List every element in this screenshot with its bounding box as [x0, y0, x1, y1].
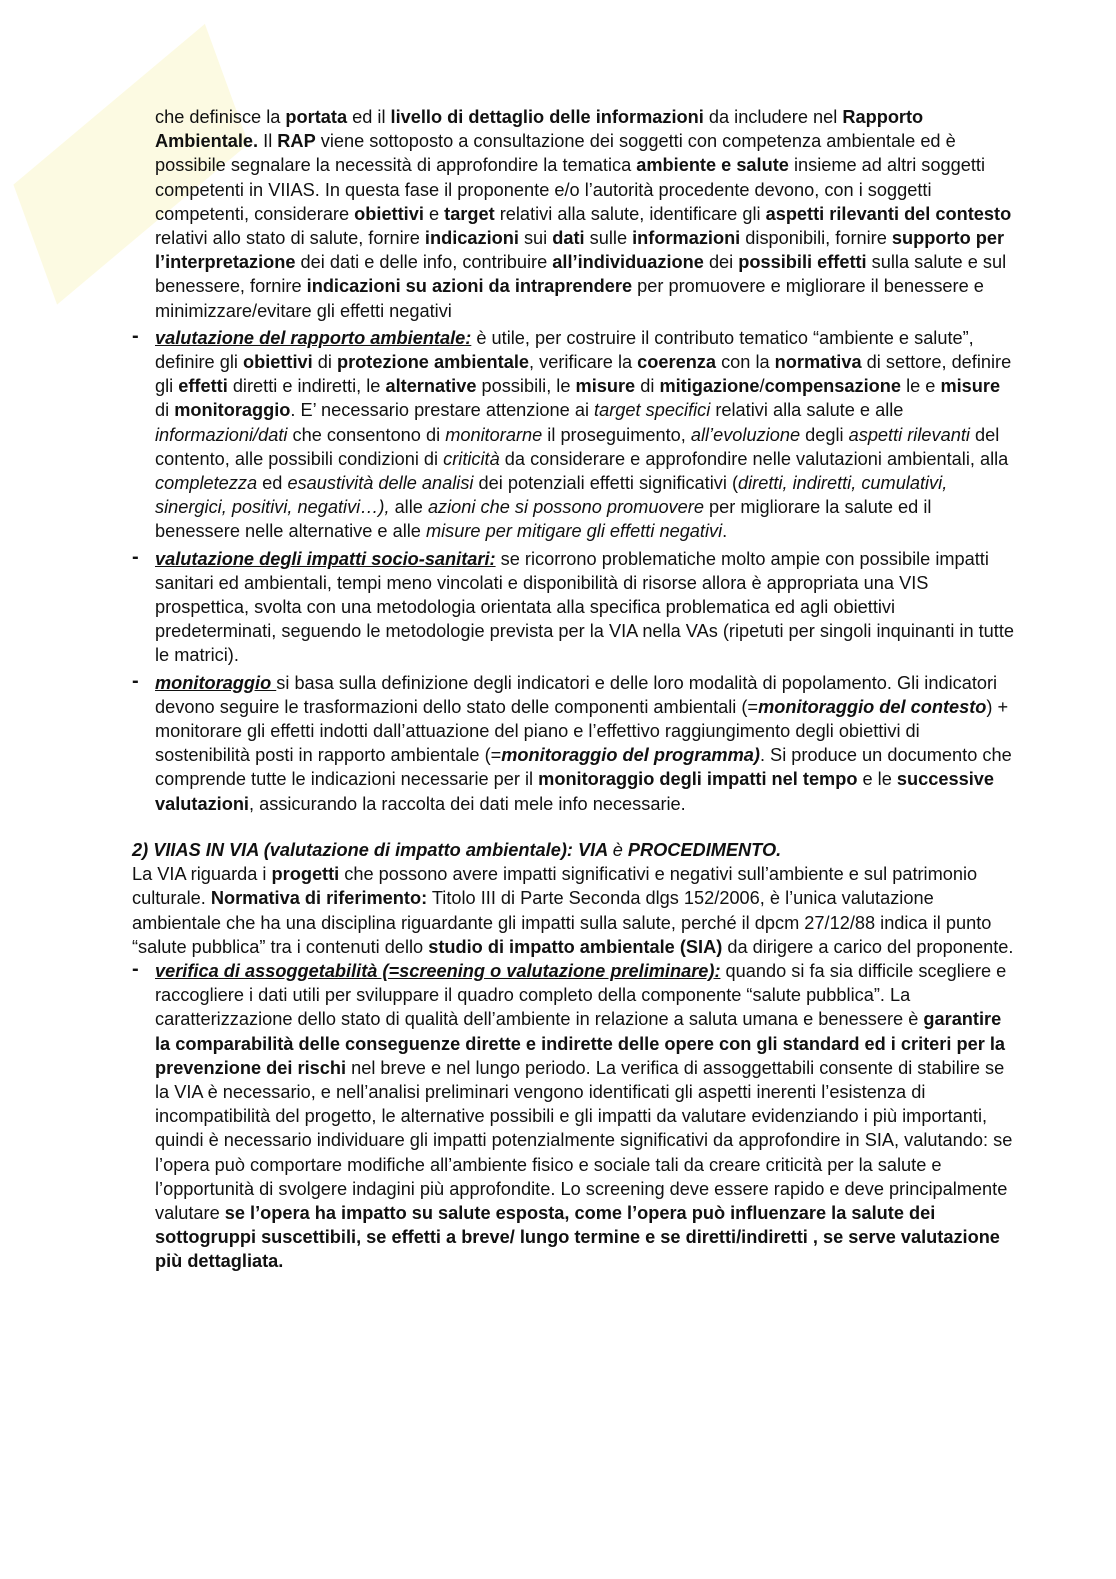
text-run: relativi alla salute, identificare gli [494, 203, 766, 224]
text-run: nel breve e nel lungo periodo. La verifica di assoggettabili consente di stabilire se la VIA è necessario, e nell’analisi preliminari vengono identificati gli aspetti inerenti l’esistenza di incompatibilità del progetto, le alternative possibili e gli impatti da valutare evidenziando i più importanti, quindi è necessario individuare gli impatti potenzialmente significativi da approfondire in SIA, valutando: se l’opera può comportare modifiche all’ambiente fisico e sociale tali da creare criticità per la salute e l’opportunità di svolgere indagini più approfondite. Lo screening deve essere rapido e deve principalmente valutare [155, 1057, 1013, 1223]
text-run: possibili, le [476, 376, 576, 397]
text-run: target specifici [594, 400, 711, 421]
text-run: azioni che si possono promuovere [427, 497, 704, 518]
text-run: se l’opera ha impatto su salute esposta, come l’opera può influenzare la salute dei sottogruppi suscettibili, se effetti a breve/ lungo termine e se diretti/indiretti , se serve valutazione più dettagliata. [155, 1202, 1000, 1272]
text-run: Normativa di riferimento: [210, 888, 428, 909]
text-run: si basa sulla definizione degli indicatori e delle loro modalità di popolamento. Gli indicatori devono seguire le trasformazioni dello stato delle componenti ambientali (= [155, 672, 998, 717]
text-run: possibili effetti [738, 252, 867, 273]
bullet-item [0, 671, 1116, 816]
text-run: monitoraggio [155, 672, 277, 693]
text-run: da includere nel [703, 107, 843, 127]
text-run: che consentono di [287, 424, 446, 445]
text-run: disponibili, fornire [740, 228, 892, 249]
text-run: . Si produce un documento che comprende tutte le indicazioni necessarie per il [155, 745, 1012, 790]
text-run: da dirigere a carico del proponente. [722, 936, 1014, 957]
text-run: che possono avere impatti significativi e negativi sull’ambiente e sul patrimonio culturale. [132, 864, 978, 909]
text-run: del contento, alle possibili condizioni di [155, 424, 1000, 469]
text-run: da considerare e approfondire nelle valutazioni ambientali, alla [499, 448, 1009, 469]
text-run: Titolo III di Parte Seconda dlgs 152/2006, è l’unica valutazione ambientale che ha una disciplina riguardante gli impatti sulla salute, perché il dpcm 27/12/88 indica il punto “salute pubblica” tra i contenuti dello [132, 888, 992, 957]
paragraph [0, 105, 1116, 323]
text-run: quando si fa sia difficile scegliere e raccogliere i dati utili per sviluppare il quadro completo della componente “salute pubblica”. La caratterizzazione dello stato di qualità dell’ambiente in relazione a saluta umana e benessere è [155, 960, 1007, 1030]
text-run: dati [552, 228, 585, 249]
text-run: compensazione [764, 376, 902, 397]
text-run: monitoraggio [174, 400, 291, 421]
text-run: alle [389, 497, 428, 518]
text-run: Rapporto Ambientale. [155, 107, 924, 152]
text-run: le e [901, 376, 941, 397]
text-run: e [423, 203, 445, 224]
text-run: dei [703, 252, 739, 273]
text-run: sulla salute e sul benessere, fornire [155, 252, 1007, 297]
text-run: ed il [347, 107, 391, 127]
text-run: dei dati e delle info, contribuire [295, 252, 553, 273]
text-run: di [635, 376, 660, 397]
text-run: esaustività delle analisi [287, 473, 474, 494]
text-run: dei potenziali effetti significativi ( [473, 473, 739, 494]
text-run: misure [940, 376, 1001, 397]
text-run: insieme ad altri soggetti competenti in VIIAS. In questa fase il proponente e/o l’autorità procedente devono, con i soggetti competenti, considerare [155, 155, 986, 224]
text-run: per migliorare la salute ed il benessere nelle alternative e alle [155, 497, 932, 542]
text-run: verifica di assoggetabilità (=screening o valutazione preliminare): [155, 960, 721, 981]
text-run: viene sottoposto a consultazione dei soggetti con competenza ambientale ed è possibile segnalare la necessità di approfondire la tematica [155, 131, 956, 176]
text-run: portata [285, 107, 348, 127]
bullet-item [0, 959, 1116, 1274]
bullet-item [0, 326, 1116, 544]
text-run: relativi allo stato di salute, fornire [155, 228, 425, 249]
text-run: con la [716, 352, 775, 373]
text-run: successive valutazioni [155, 769, 994, 814]
text-run: all’individuazione [552, 252, 704, 273]
text-run: valutazione degli impatti socio-sanitari: [155, 548, 496, 569]
document-body [0, 105, 1116, 1274]
text-run: monitorarne [445, 424, 543, 445]
text-run: valutazione del rapporto ambientale: [155, 327, 472, 348]
text-run: monitoraggio del contesto [758, 696, 987, 717]
text-run: di [155, 400, 175, 421]
text-run: completezza [155, 473, 258, 494]
text-run: target [444, 203, 495, 224]
text-run: sulle [584, 228, 633, 249]
text-run: e le [857, 769, 897, 790]
text-run: aspetti rilevanti del contesto [765, 203, 1012, 224]
text-run: studio di impatto ambientale (SIA) [428, 936, 723, 957]
text-run: è [612, 839, 623, 860]
text-run: monitoraggio del programma) [501, 745, 760, 766]
text-run: all’evoluzione [690, 424, 801, 445]
text-run: di settore, definire gli [155, 352, 1012, 397]
text-run: protezione ambientale [336, 352, 529, 373]
text-run: mitigazione [659, 376, 760, 397]
text-run: sui [518, 228, 553, 249]
text-run: livello di dettaglio delle informazioni [390, 107, 704, 127]
text-run: diretti e indiretti, le [227, 376, 386, 397]
text-run: alternative [385, 376, 477, 397]
text-run: diretti, indiretti, cumulativi, sinergici, positivi, negativi…), [155, 473, 948, 518]
text-run: misure per mitigare gli effetti negativi [425, 521, 723, 542]
text-run: effetti [178, 376, 228, 397]
text-run: criticità [443, 448, 500, 469]
text-run: aspetti rilevanti [848, 424, 970, 445]
bullet-dash: - [132, 324, 139, 347]
text-run: progetti [271, 864, 340, 885]
text-run: . [722, 521, 728, 542]
bullet-item [0, 547, 1116, 668]
text-run: degli [800, 424, 849, 445]
bullet-dash: - [132, 669, 139, 692]
text-run: è utile, per costruire il contributo tematico “ambiente e salute”, definire gli [155, 327, 974, 373]
text-run: , assicurando la raccolta dei dati mele info necessarie. [248, 793, 686, 814]
text-run: / [759, 376, 765, 397]
text-run: ambiente e salute [636, 155, 789, 176]
paragraph [0, 862, 1116, 959]
text-run: RAP [277, 131, 316, 152]
text-run: informazioni [632, 228, 741, 249]
text-run: 2) VIIAS IN VIA (valutazione di impatto ambientale): VIA [132, 839, 613, 860]
text-run: La VIA riguarda i [132, 864, 272, 885]
text-run: supporto per l’interpretazione [155, 228, 1005, 273]
text-run: obiettivi [242, 352, 313, 373]
text-run: il proseguimento, [542, 424, 691, 445]
text-run: coerenza [637, 352, 717, 373]
text-run: per promuovere e migliorare il benessere e minimizzare/evitare gli effetti negativi [155, 276, 984, 321]
text-run: ) + monitorare gli effetti indotti dall’attuazione del piano e l’effettivo raggiungimento degli obiettivi di sostenibilità posti in rapporto ambientale (= [155, 696, 1009, 766]
text-run: obiettivi [354, 203, 424, 224]
text-run: relativi alla salute e alle [710, 400, 904, 421]
text-run: indicazioni [424, 228, 519, 249]
text-run: ed [257, 473, 288, 494]
text-run: , verificare la [529, 352, 638, 373]
text-run: misure [575, 376, 636, 397]
text-run: se ricorrono problematiche molto ampie con possibile impatti sanitari ed ambientali, tempi meno vincolati e disponibilità di risorse allora è appropriata una VIS prospettica, svolta con una metodologia orientata alla specifica problematica ed agli obiettivi predeterminati, seguendo le metodologie prevista per la VIA nella VAs (ripetuti per singoli inquinanti in tutte le matrici). [155, 548, 1015, 666]
text-run: normativa [774, 352, 862, 373]
bullet-dash: - [132, 957, 139, 980]
section-heading [0, 838, 1116, 862]
text-run: di [312, 352, 337, 373]
text-run: che definisce la [155, 107, 286, 127]
text-run: garantire la comparabilità delle conseguenze dirette e indirette delle opere con gli standard ed i criteri per la prevenzione dei rischi [155, 1009, 1006, 1078]
bullet-dash: - [132, 545, 139, 568]
text-run: informazioni/dati [155, 424, 288, 445]
text-run: PROCEDIMENTO. [622, 839, 782, 860]
text-run: indicazioni su azioni da intraprendere [306, 276, 633, 297]
text-run: Il [258, 131, 278, 152]
text-run: monitoraggio degli impatti nel tempo [538, 769, 858, 790]
text-run: . E’ necessario prestare attenzione ai [290, 400, 595, 421]
